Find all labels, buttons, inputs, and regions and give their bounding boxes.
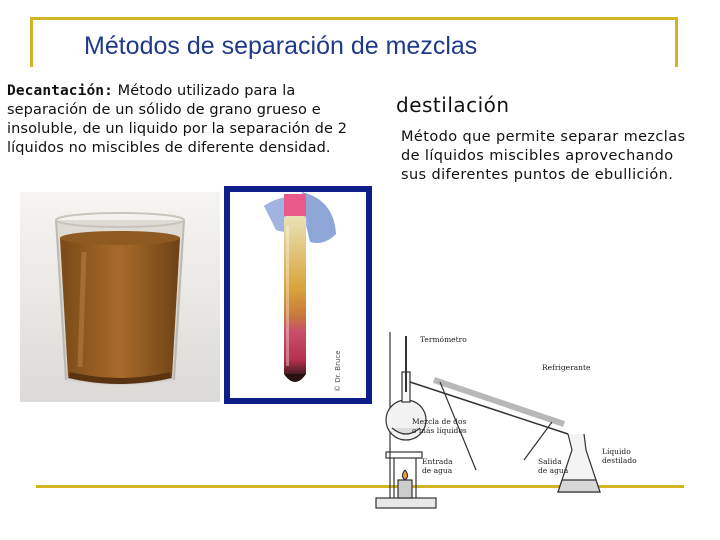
label-mezcla-1: Mezcla de dos xyxy=(412,417,467,426)
decantacion-paragraph xyxy=(7,82,377,158)
decantation-glass-photo xyxy=(20,192,220,402)
top-border-line xyxy=(30,17,678,20)
label-mezcla-2: o más líquidos xyxy=(412,426,467,435)
label-entrada-2: de agua xyxy=(422,466,453,475)
separation-tube-photo xyxy=(224,186,372,404)
decantacion-description: Método utilizado para la separación de un sólido de grano grueso e insoluble, de un liquido por la separación de 2 líquidos no miscibles de diferente densidad. xyxy=(7,83,348,156)
slide-title: Métodos de separación de mezclas xyxy=(84,32,478,60)
label-refrigerante: Refrigerante xyxy=(542,363,591,372)
left-border-line xyxy=(30,17,33,67)
distillation-apparatus-diagram xyxy=(372,322,650,518)
label-entrada-1: Entrada xyxy=(422,457,453,466)
photo-credit-text: © Dr. Bruce xyxy=(334,350,342,392)
label-salida-2: de agua xyxy=(538,466,569,475)
destilacion-heading: destilación xyxy=(396,93,510,117)
label-liquido-1: Líquido xyxy=(602,447,631,456)
label-salida-1: Salida xyxy=(538,457,562,466)
destilacion-description: Método que permite separar mezclas de líquidos miscibles aprovechando sus diferentes puntos de ebullición. xyxy=(401,129,686,183)
label-liquido-2: destilado xyxy=(602,456,637,465)
right-border-line xyxy=(675,17,678,67)
decantacion-term: Decantación: xyxy=(7,83,113,99)
label-termometro: Termómetro xyxy=(420,335,467,344)
